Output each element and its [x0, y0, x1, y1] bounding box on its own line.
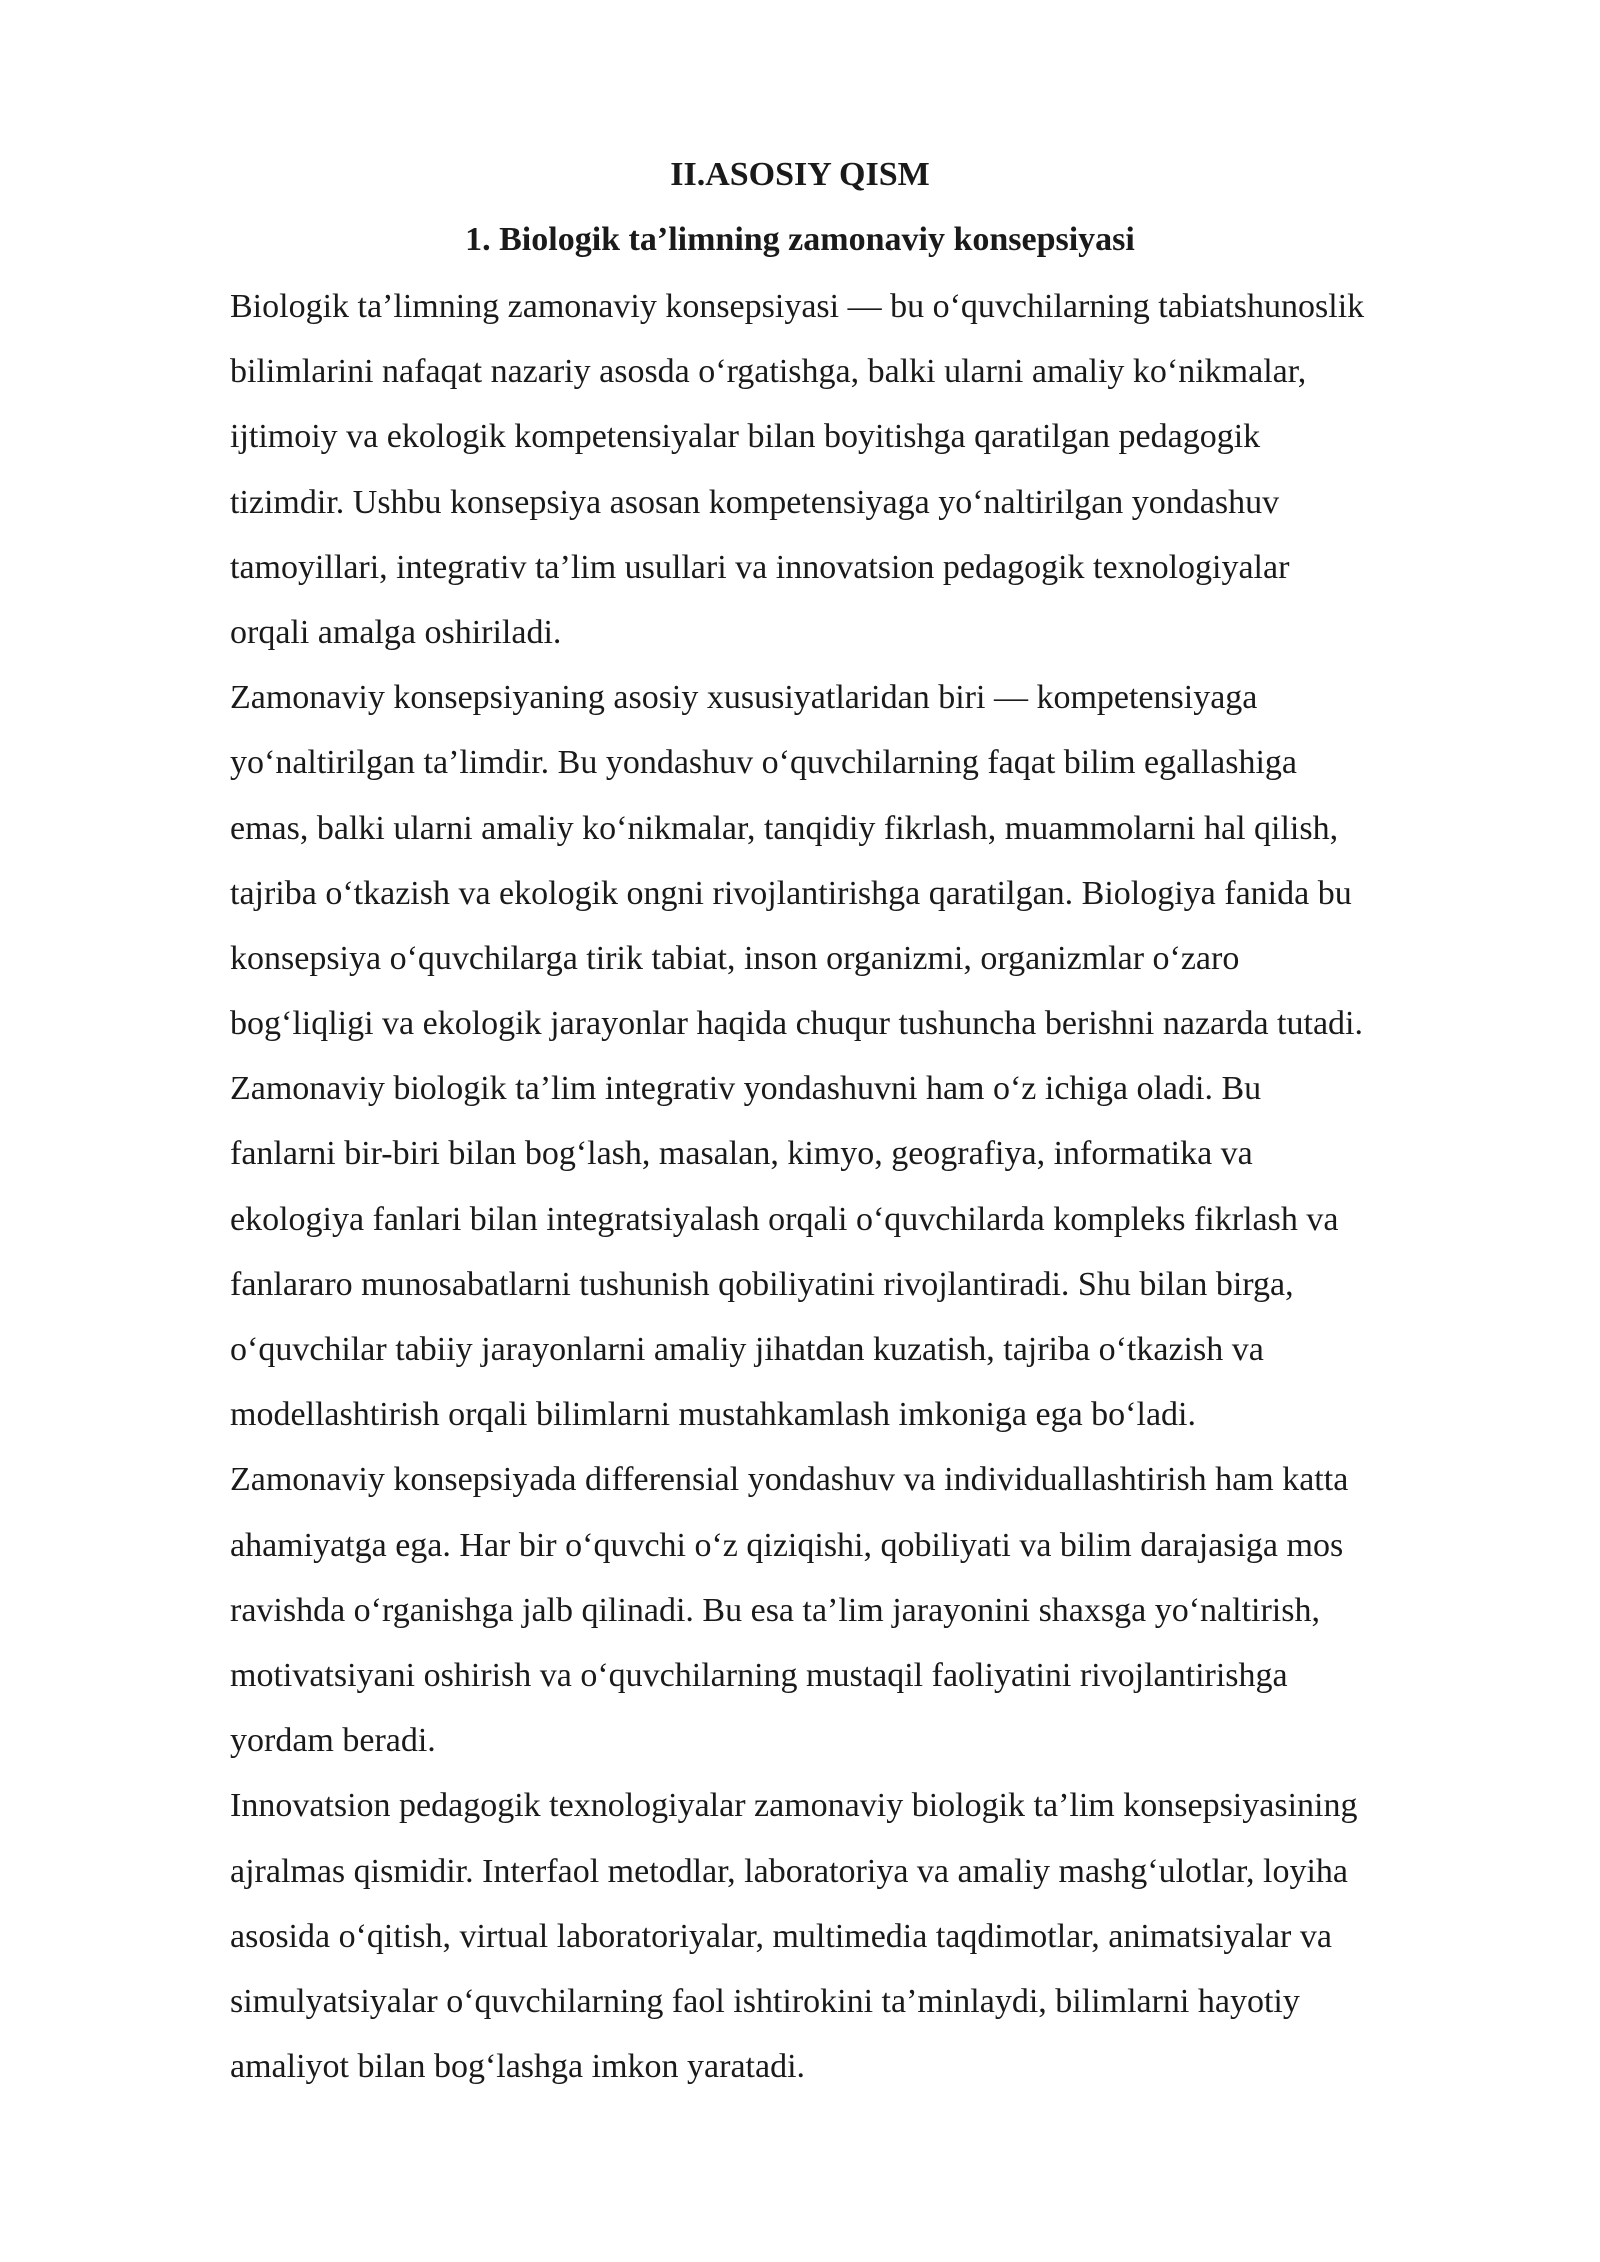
text-line: o‘quvchilar tabiiy jarayonlarni amaliy jihatdan kuzatish, tajriba o‘tkazish va: [230, 1331, 1264, 1368]
text-line: amaliyot bilan bog‘lashga imkon yaratadi.: [230, 2048, 806, 2086]
text-line: bilimlarini nafaqat nazariy asosda o‘rgatishga, balki ularni amaliy ko‘nikmalar,: [230, 353, 1307, 391]
text-line: ravishda o‘rganishga jalb qilinadi. Bu esa ta’lim jarayonini shaxsga yo‘naltirish,: [230, 1591, 1320, 1629]
subsection-heading: 1. Biologik ta’limning zamonaviy konsepsiyasi: [465, 221, 1135, 258]
text-line: motivatsiyani oshirish va o‘quvchilarning mustaqil faoliyatini rivojlantirishga: [230, 1656, 1288, 1694]
text-line: tajriba o‘tkazish va ekologik ongni rivojlantirishga qaratilgan. Biologiya fanida bu: [230, 874, 1352, 912]
text-line: yo‘naltirilgan ta’limdir. Bu yondashuv o‘quvchilarning faqat bilim egallashiga: [230, 744, 1297, 782]
text-line: konsepsiya o‘quvchilarga tirik tabiat, inson organizmi, organizmlar o‘zaro: [230, 939, 1240, 977]
text-line: ekologiya fanlari bilan integratsiyalash orqali o‘quvchilarda kompleks fikrlash va: [230, 1200, 1339, 1238]
text-line: simulyatsiyalar o‘quvchilarning faol ishtirokini ta’minlaydi, bilimlarni hayotiy: [230, 1982, 1300, 2020]
text-line: Zamonaviy konsepsiyaning asosiy xususiyatlaridan biri — kompetensiyaga: [230, 679, 1258, 717]
section-heading: II.ASOSIY QISM: [670, 156, 930, 193]
text-line: emas, balki ularni amaliy ko‘nikmalar, tanqidiy fikrlash, muammolarni hal qilish,: [230, 809, 1339, 847]
text-line: fanlarni bir-biri bilan bog‘lash, masalan, kimyo, geografiya, informatika va: [230, 1135, 1253, 1173]
text-line: ahamiyatga ega. Har bir o‘quvchi o‘z qiziqishi, qobiliyati va bilim darajasiga mos: [230, 1526, 1344, 1564]
text-line: Zamonaviy biologik ta’lim integrativ yondashuvni ham o‘z ichiga oladi. Bu: [230, 1070, 1262, 1108]
text-line: tamoyillari, integrativ ta’lim usullari va innovatsion pedagogik texnologiyalar: [230, 548, 1290, 586]
text-line: asosida o‘qitish, virtual laboratoriyalar, multimedia taqdimotlar, animatsiyalar va: [230, 1917, 1332, 1955]
text-line: Biologik ta’limning zamonaviy konsepsiyasi — bu o‘quvchilarning tabiatshunoslik: [230, 288, 1365, 325]
text-line: modellashtirish orqali bilimlarni mustahkamlash imkoniga ega bo‘ladi.: [230, 1396, 1196, 1434]
text-line: ajralmas qismidir. Interfaol metodlar, laboratoriya va amaliy mashg‘ulotlar, loyiha: [230, 1852, 1348, 1890]
text-line: tizimdir. Ushbu konsepsiya asosan kompetensiyaga yo‘naltirilgan yondashuv: [230, 483, 1280, 521]
text-line: Zamonaviy konsepsiyada differensial yondashuv va individuallashtirish ham katta: [230, 1461, 1349, 1499]
text-line: Innovatsion pedagogik texnologiyalar zamonaviy biologik ta’lim konsepsiyasining: [230, 1787, 1358, 1825]
text-line: orqali amalga oshiriladi.: [230, 613, 562, 651]
body-text: [230, 282, 1510, 2107]
text-line: fanlararo munosabatlarni tushunish qobiliyatini rivojlantiradi. Shu bilan birga,: [230, 1265, 1294, 1303]
text-line: yordam beradi.: [230, 1722, 436, 1760]
text-line: bog‘liqligi va ekologik jarayonlar haqida chuqur tushuncha berishni nazarda tutadi.: [230, 1005, 1363, 1043]
text-line: ijtimoiy va ekologik kompetensiyalar bilan boyitishga qaratilgan pedagogik: [230, 418, 1261, 456]
